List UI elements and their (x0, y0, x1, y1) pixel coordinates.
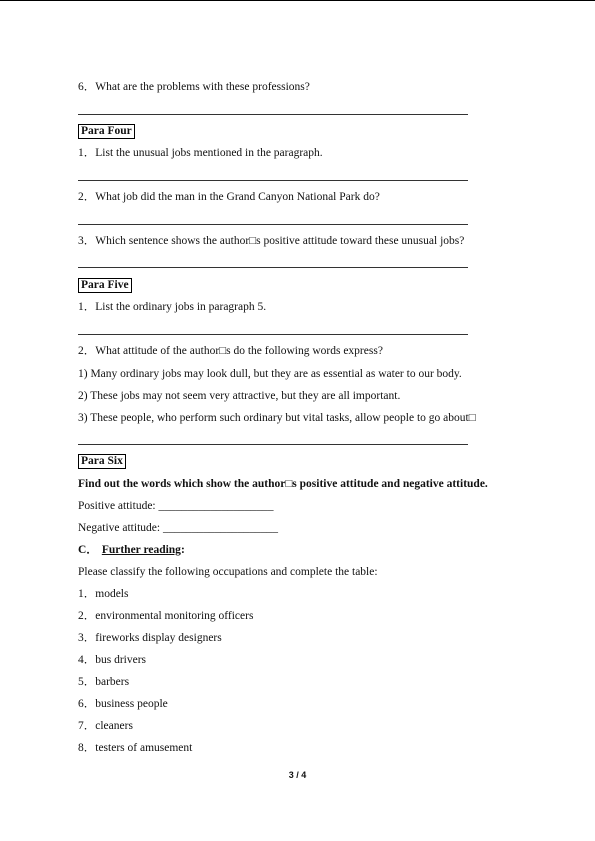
negative-attitude-field: Negative attitude: ____________________ (78, 522, 278, 534)
para5-question-2: 2．What attitude of the author□s do the following words express? (78, 345, 383, 357)
para5-sentence-1: 1) Many ordinary jobs may look dull, but they are as essential as water to our body. (78, 368, 462, 380)
list-item: 5．barbers (78, 676, 130, 688)
para4-question-1: 1．List the unusual jobs mentioned in the paragraph. (78, 147, 323, 159)
question-6: 6．What are the problems with these professions? (78, 81, 310, 93)
answer-line (78, 334, 468, 335)
list-item: 3．fireworks display designers (78, 632, 222, 644)
positive-attitude-field: Positive attitude: ____________________ (78, 500, 274, 512)
section-c-title: Further reading (101, 544, 181, 556)
para-five-heading: Para Five (78, 278, 132, 293)
para4-question-2: 2．What job did the man in the Grand Canyon National Park do? (78, 191, 380, 203)
list-item: 6．business people (78, 698, 168, 710)
para5-sentence-3: 3) These people, who perform such ordinary but vital tasks, allow people to go about□ (78, 412, 476, 424)
para5-sentence-2: 2) These jobs may not seem very attractive, but they are all important. (78, 390, 401, 402)
answer-line (78, 444, 468, 445)
section-c-colon: : (180, 544, 185, 556)
section-c-prefix: C． (78, 544, 98, 556)
para4-question-3: 3．Which sentence shows the author□s positive attitude toward these unusual jobs? (78, 235, 465, 247)
para-four-heading: Para Four (78, 124, 135, 139)
page-top-border (0, 0, 595, 1)
list-item: 8．testers of amusement (78, 742, 193, 754)
list-item: 2．environmental monitoring officers (78, 610, 254, 622)
list-item: 4．bus drivers (78, 654, 147, 666)
section-c-heading (78, 543, 185, 557)
page-number: 3 / 4 (288, 770, 307, 780)
list-item: 7．cleaners (78, 720, 133, 732)
answer-line (78, 267, 468, 268)
para5-question-1: 1．List the ordinary jobs in paragraph 5. (78, 301, 267, 313)
section-c-instruction: Please classify the following occupations and complete the table: (78, 566, 378, 578)
answer-line (78, 114, 468, 115)
para-six-heading: Para Six (78, 454, 126, 469)
answer-line (78, 224, 468, 225)
list-item: 1．models (78, 588, 129, 600)
para6-instruction: Find out the words which show the author□s positive attitude and negative attitude. (78, 478, 488, 490)
answer-line (78, 180, 468, 181)
